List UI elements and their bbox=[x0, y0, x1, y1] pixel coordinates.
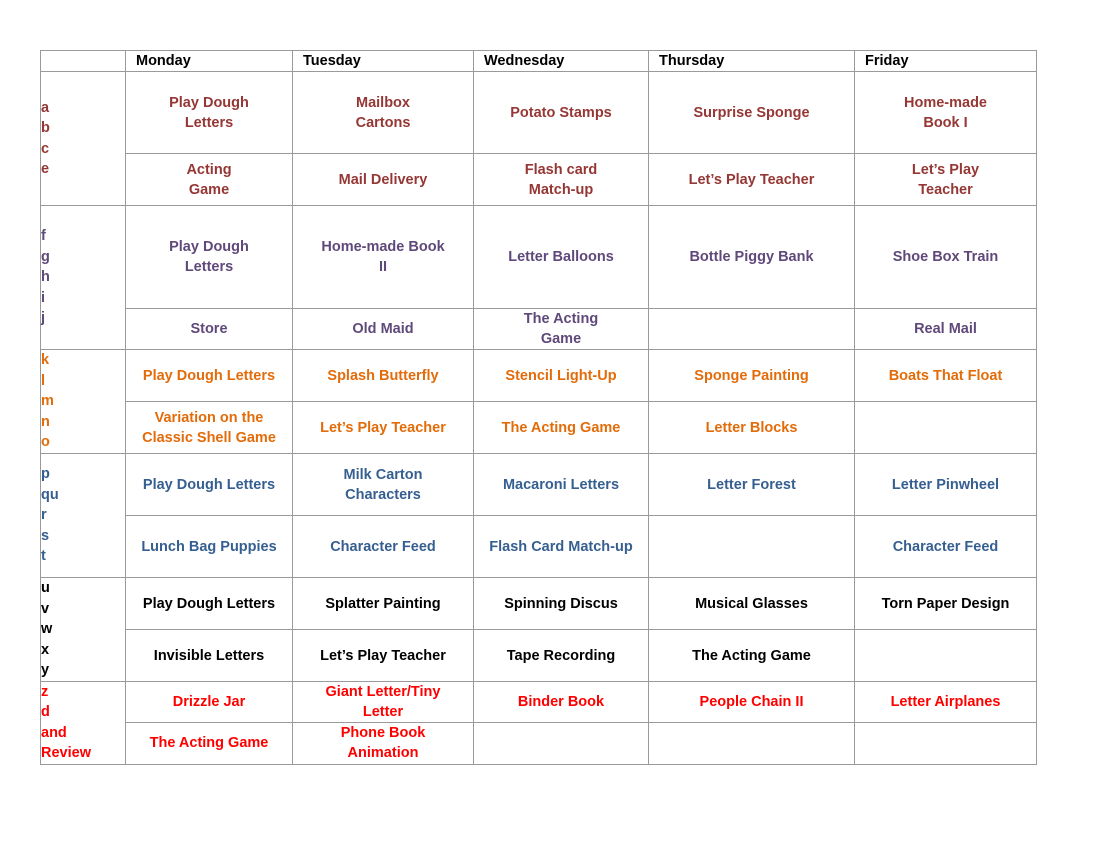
activity-cell bbox=[649, 206, 855, 309]
activity-label: Variation on the Classic Shell Game bbox=[142, 409, 276, 446]
activity-label: Giant Letter/Tiny Letter bbox=[325, 684, 441, 721]
activity-label: Phone Book Animation bbox=[340, 725, 426, 762]
activity-row bbox=[41, 454, 1037, 516]
letter-label: v bbox=[41, 600, 50, 617]
activity-label: Play Dough Letters bbox=[169, 94, 249, 131]
activity-label: Stencil Light-Up bbox=[505, 367, 617, 384]
activity-label: Let’s Play Teacher bbox=[911, 161, 980, 198]
header-monday: Monday bbox=[126, 51, 293, 72]
activity-row bbox=[41, 72, 1037, 154]
activity-label: Letter Forest bbox=[707, 476, 796, 493]
activity-cell bbox=[474, 154, 649, 206]
activity-row bbox=[41, 206, 1037, 309]
activity-cell bbox=[474, 516, 649, 578]
activity-label: Letter Blocks bbox=[705, 419, 798, 436]
letter-label: Review bbox=[41, 745, 91, 762]
activity-cell bbox=[649, 630, 855, 682]
letter-group-cell bbox=[41, 578, 126, 682]
letter-label: s bbox=[41, 527, 50, 544]
activity-label: Home-made Book II bbox=[321, 239, 445, 275]
letter-label: and bbox=[41, 724, 67, 741]
letter-label: k bbox=[41, 352, 50, 369]
letter-label: t bbox=[41, 548, 46, 565]
letter-label: a bbox=[41, 99, 50, 116]
activity-label: Potato Stamps bbox=[510, 104, 612, 121]
activity-cell bbox=[474, 630, 649, 682]
activity-label: Shoe Box Train bbox=[892, 249, 999, 265]
activity-cell bbox=[293, 154, 474, 206]
activity-row bbox=[41, 578, 1037, 630]
activity-cell bbox=[293, 578, 474, 630]
activity-label: Character Feed bbox=[330, 538, 436, 555]
activity-cell bbox=[649, 350, 855, 402]
letter-label: l bbox=[41, 372, 46, 389]
activity-label: The Acting Game bbox=[523, 311, 599, 347]
activity-cell bbox=[855, 154, 1037, 206]
letter-label: n bbox=[41, 413, 50, 430]
letter-group-cell bbox=[41, 682, 126, 765]
header-friday: Friday bbox=[855, 51, 1037, 72]
activity-label: Binder Book bbox=[517, 694, 605, 711]
activity-label: Boats That Float bbox=[888, 367, 1003, 384]
letter-group-cell bbox=[41, 350, 126, 454]
activity-cell bbox=[126, 578, 293, 630]
activity-label: Sponge Painting bbox=[694, 367, 809, 384]
activity-label: Splash Butterfly bbox=[327, 367, 439, 384]
letter-label: o bbox=[41, 434, 50, 451]
letter-label: y bbox=[41, 662, 50, 679]
activity-cell bbox=[649, 516, 855, 578]
activity-label: The Acting Game bbox=[692, 647, 811, 664]
activity-cell bbox=[474, 578, 649, 630]
letter-label: x bbox=[41, 641, 50, 658]
letter-label: g bbox=[41, 248, 50, 265]
activity-row bbox=[41, 309, 1037, 350]
activity-label: Play Dough Letters bbox=[142, 595, 276, 612]
activity-row bbox=[41, 723, 1037, 764]
activity-cell bbox=[855, 206, 1037, 309]
activity-cell bbox=[649, 682, 855, 723]
header-tuesday: Tuesday bbox=[293, 51, 474, 72]
header-wednesday: Wednesday bbox=[474, 51, 649, 72]
activity-cell bbox=[474, 402, 649, 454]
activity-row bbox=[41, 350, 1037, 402]
activity-cell bbox=[649, 723, 855, 764]
activity-label: Flash Card Match-up bbox=[489, 538, 633, 555]
activity-label: Play Dough Letters bbox=[142, 476, 276, 493]
activity-label: Old Maid bbox=[352, 321, 414, 337]
activity-label: Mail Delivery bbox=[338, 171, 428, 188]
activity-cell bbox=[474, 309, 649, 350]
letter-label: qu bbox=[41, 486, 59, 503]
activity-label: Letter Airplanes bbox=[890, 694, 1001, 711]
activity-label: Bottle Piggy Bank bbox=[689, 249, 814, 265]
activity-cell bbox=[126, 516, 293, 578]
activity-cell bbox=[293, 454, 474, 516]
weekly-activity-schedule bbox=[40, 50, 1037, 765]
activity-cell bbox=[126, 402, 293, 454]
activity-label: The Acting Game bbox=[149, 735, 269, 752]
letter-label: d bbox=[41, 704, 50, 721]
letter-label: p bbox=[41, 466, 50, 483]
header-thursday: Thursday bbox=[649, 51, 855, 72]
activity-row bbox=[41, 682, 1037, 723]
activity-cell bbox=[126, 723, 293, 764]
activity-cell bbox=[293, 516, 474, 578]
activity-cell bbox=[855, 72, 1037, 154]
activity-cell bbox=[855, 516, 1037, 578]
activity-label: Tape Recording bbox=[506, 647, 616, 664]
activity-cell bbox=[126, 682, 293, 723]
activity-cell bbox=[126, 154, 293, 206]
activity-label: Splatter Painting bbox=[325, 595, 441, 612]
activity-cell bbox=[126, 309, 293, 350]
activity-label: People Chain II bbox=[699, 694, 804, 711]
activity-cell bbox=[126, 630, 293, 682]
activity-cell bbox=[855, 309, 1037, 350]
activity-label: Spinning Discus bbox=[504, 595, 618, 612]
letter-label: z bbox=[41, 684, 49, 700]
activity-cell bbox=[126, 206, 293, 309]
activity-cell bbox=[855, 454, 1037, 516]
activity-cell bbox=[293, 723, 474, 764]
activity-label: Let’s Play Teacher bbox=[320, 647, 446, 664]
activity-label: Store bbox=[190, 321, 228, 337]
letter-label: i bbox=[41, 289, 46, 306]
activity-cell bbox=[126, 454, 293, 516]
activity-cell bbox=[855, 402, 1037, 454]
letter-label: r bbox=[41, 507, 47, 524]
activity-cell bbox=[293, 682, 474, 723]
letter-label: c bbox=[41, 140, 50, 157]
activity-label: Let’s Play Teacher bbox=[688, 171, 815, 188]
header-row bbox=[41, 51, 1037, 72]
activity-cell bbox=[293, 309, 474, 350]
activity-label: Play Dough Letters bbox=[142, 367, 276, 384]
letter-group-cell bbox=[41, 206, 126, 350]
activity-cell bbox=[293, 72, 474, 154]
activity-cell bbox=[855, 682, 1037, 723]
activity-label: Home-made Book I bbox=[904, 94, 987, 131]
activity-label: Acting Game bbox=[186, 161, 232, 198]
header-corner bbox=[41, 51, 126, 72]
activity-label: Drizzle Jar bbox=[172, 694, 246, 711]
letter-label: j bbox=[41, 310, 46, 327]
activity-label: Mailbox Cartons bbox=[355, 94, 411, 131]
activity-label: Musical Glasses bbox=[695, 595, 808, 612]
letter-group-cell bbox=[41, 72, 126, 206]
activity-cell bbox=[293, 350, 474, 402]
activity-cell bbox=[649, 578, 855, 630]
activity-cell bbox=[126, 350, 293, 402]
activity-label: Real Mail bbox=[914, 321, 977, 337]
letter-label: e bbox=[41, 160, 50, 177]
activity-label: Let’s Play Teacher bbox=[320, 419, 446, 436]
letter-label: u bbox=[41, 580, 50, 597]
activity-label: The Acting Game bbox=[501, 419, 621, 436]
activity-label: Flash card Match-up bbox=[524, 161, 598, 198]
activity-label: Lunch Bag Puppies bbox=[141, 538, 277, 555]
activity-label: Character Feed bbox=[892, 538, 999, 555]
activity-label: Invisible Letters bbox=[153, 647, 265, 664]
letter-label: f bbox=[41, 228, 46, 245]
activity-cell bbox=[474, 350, 649, 402]
activity-label: Torn Paper Design bbox=[881, 595, 1010, 612]
schedule-body bbox=[41, 51, 1037, 765]
activity-label: Letter Balloons bbox=[508, 249, 614, 265]
activity-row bbox=[41, 630, 1037, 682]
activity-cell bbox=[474, 454, 649, 516]
activity-cell bbox=[474, 72, 649, 154]
activity-row bbox=[41, 154, 1037, 206]
activity-cell bbox=[649, 309, 855, 350]
activity-row bbox=[41, 402, 1037, 454]
activity-label: Play Dough Letters bbox=[169, 239, 249, 275]
activity-cell bbox=[293, 206, 474, 309]
activity-cell bbox=[126, 72, 293, 154]
activity-cell bbox=[474, 206, 649, 309]
activity-cell bbox=[649, 72, 855, 154]
letter-label: m bbox=[41, 393, 54, 410]
activity-row bbox=[41, 516, 1037, 578]
letter-label: w bbox=[41, 621, 53, 638]
activity-cell bbox=[474, 723, 649, 764]
activity-cell bbox=[649, 402, 855, 454]
activity-label: Surprise Sponge bbox=[693, 104, 810, 121]
activity-label: Milk Carton Characters bbox=[343, 466, 423, 503]
activity-cell bbox=[855, 578, 1037, 630]
activity-cell bbox=[855, 723, 1037, 764]
activity-label: Letter Pinwheel bbox=[891, 476, 1000, 493]
activity-cell bbox=[293, 630, 474, 682]
activity-cell bbox=[293, 402, 474, 454]
activity-cell bbox=[855, 350, 1037, 402]
letter-label: b bbox=[41, 120, 50, 137]
activity-cell bbox=[649, 154, 855, 206]
letter-label: h bbox=[41, 269, 50, 286]
activity-label: Macaroni Letters bbox=[502, 476, 620, 493]
activity-cell bbox=[474, 682, 649, 723]
activity-cell bbox=[649, 454, 855, 516]
letter-group-cell bbox=[41, 454, 126, 578]
activity-cell bbox=[855, 630, 1037, 682]
